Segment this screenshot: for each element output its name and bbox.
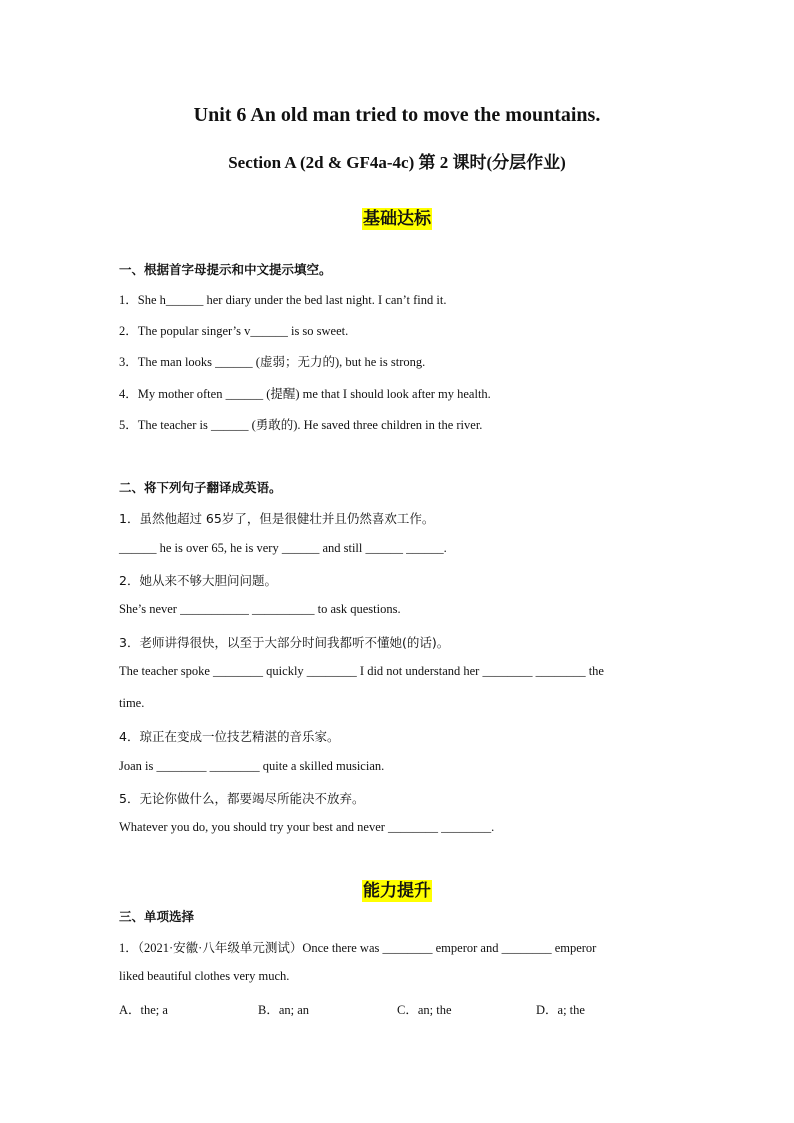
section-subtitle: Section A (2d & GF4a-4c) 第 2 课时(分层作业) [228, 153, 566, 172]
part1-item-4: 4．My mother often ______ (提醒) me that I should look after my health. [119, 387, 491, 401]
part2-item-3-english: The teacher spoke ________ quickly ________ I did not understand her ________ ________ the [119, 664, 604, 678]
part1-item-5: 5．The teacher is ______ (勇敢的). He saved three children in the river. [119, 418, 483, 432]
part3-q1-option-d: D．a; the [536, 1003, 585, 1017]
part3-q1-option-c: C．an; the [397, 1003, 452, 1017]
part2-item-5-english: Whatever you do, you should try your best and never ________ ________. [119, 820, 495, 834]
part3-heading: 三、单项选择 [119, 909, 195, 924]
part2-item-1-english: ______ he is over 65, he is very ______ and still ______ ______. [119, 541, 447, 555]
part3-q1-line2: liked beautiful clothes very much. [119, 969, 290, 983]
part2-item-4-chinese: 4．琼正在变成一位技艺精湛的音乐家。 [119, 729, 340, 744]
part2-item-1-chinese: 1．虽然他超过 65岁了，但是很健壮并且仍然喜欢工作。 [119, 511, 435, 526]
part1-item-3: 3．The man looks ______ (虚弱；无力的), but he is strong. [119, 355, 426, 369]
part1-item-2: 2．The popular singer’s v______ is so sweet. [119, 324, 349, 338]
part1-heading: 一、根据首字母提示和中文提示填空。 [119, 262, 332, 277]
part2-item-3-chinese: 3．老师讲得很快，以至于大部分时间我都听不懂她(的话)。 [119, 635, 450, 650]
part2-item-2-english: She’s never ___________ __________ to ask questions. [119, 602, 401, 616]
part3-q1-option-b: B．an; an [258, 1003, 310, 1017]
part2-item-3-english-cont: time. [119, 696, 145, 710]
advanced-level-label: 能力提升 [363, 881, 431, 901]
basic-level-label: 基础达标 [363, 209, 431, 229]
part2-item-4-english: Joan is ________ ________ quite a skilled musician. [119, 759, 385, 773]
basic-level-band [0, 204, 794, 229]
unit-title: Unit 6 An old man tried to move the mountains. [193, 104, 601, 126]
part2-heading: 二、将下列句子翻译成英语。 [119, 480, 282, 495]
advanced-level-band [0, 876, 794, 901]
part2-item-2-chinese: 2．她从来不够大胆问问题。 [119, 573, 277, 588]
part2-item-5-chinese: 5．无论你做什么，都要竭尽所能决不放弃。 [119, 791, 365, 806]
part3-q1-option-a: A．the; a [119, 1003, 168, 1017]
part1-item-1: 1．She h______ her diary under the bed last night. I can’t find it. [119, 293, 447, 307]
part3-q1-line1: 1．（2021·安徽·八年级单元测试）Once there was ________ emperor and ________ emperor [119, 941, 597, 955]
